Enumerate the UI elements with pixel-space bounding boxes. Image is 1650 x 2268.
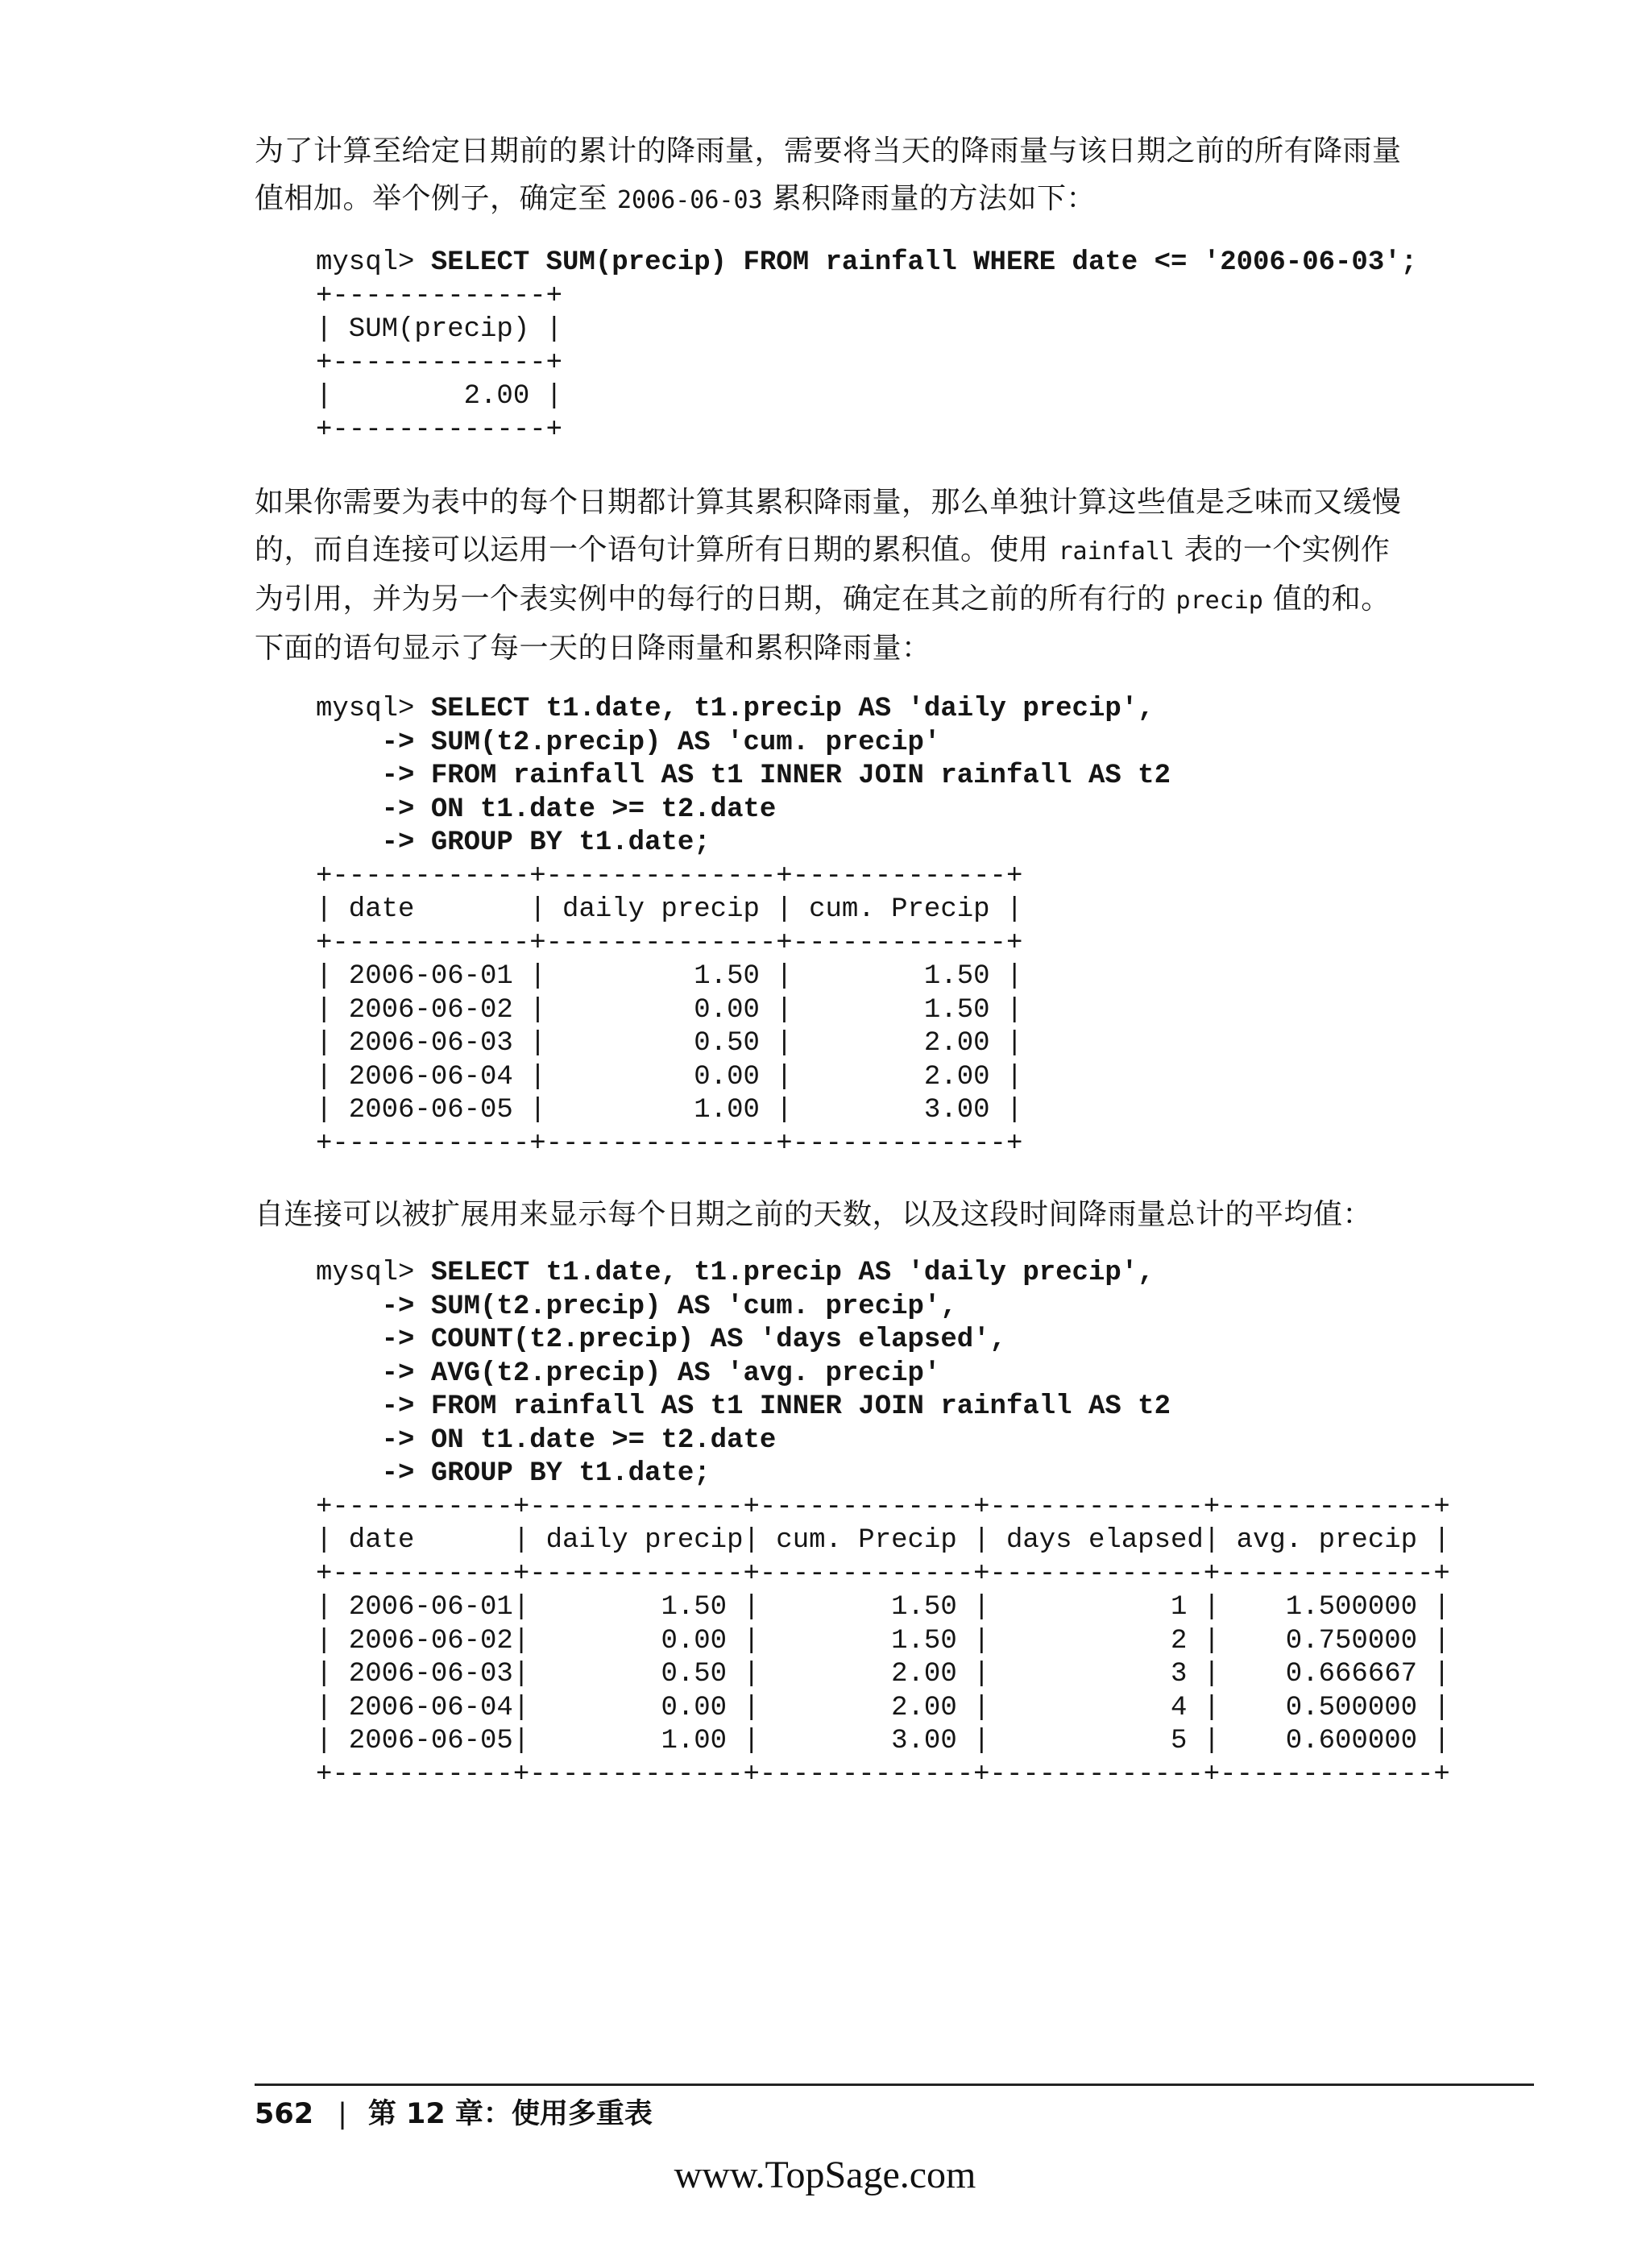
code-block-average-query <box>316 1257 1450 1792</box>
text-span: 的，而自连接可以运用一个语句计算所有日期的累积值。使用 <box>255 533 1059 566</box>
mysql-prompt: mysql> <box>316 694 431 724</box>
footer-separator: | <box>338 2098 347 2130</box>
watermark-url: www.TopSage.com <box>674 2154 976 2196</box>
page-number: 562 <box>255 2098 314 2130</box>
sql-statement: SELECT t1.date, t1.precip AS 'daily precip', -> SUM(t2.precip) AS 'cum. precip', -> COUNT(t2.precip) AS 'days elapsed', -> AVG(t2.precip) AS 'avg. precip' -> FROM rainfall AS t1 INNER JOIN rainfall AS t2 -> ON t1.date >= t2.date -> GROUP BY t1.date; <box>381 1258 1171 1489</box>
text-line: 下面的语句显示了每一天的日降雨量和累积降雨量： <box>255 632 931 665</box>
query-result-table: +-------------+ | SUM(precip) | +-------------+ | 2.00 | +-------------+ <box>316 280 563 446</box>
text-line: 自连接可以被扩展用来显示每个日期之前的天数，以及这段时间降雨量总计的平均值： <box>255 1198 1373 1231</box>
inline-code: 2006-06-03 <box>616 186 763 214</box>
text-span: 累积降雨量的方法如下： <box>762 182 1097 215</box>
text-span: 为引用，并为另一个表实例中的每行的日期，确定在其之前的所有行的 <box>255 583 1176 616</box>
mysql-prompt: mysql> <box>316 1258 431 1288</box>
chapter-title: 第 12 章：使用多重表 <box>367 2098 653 2130</box>
text-line <box>255 575 1528 624</box>
mysql-prompt: mysql> <box>316 247 431 278</box>
text-span: 表的一个实例作 <box>1174 533 1391 566</box>
query-result-table: +------------+--------------+-------------+ | date | daily precip | cum. Precip | +------------+--------------+-------------+ | 2006-06-01 | 1.50 | 1.50 | | 2006-06-02 | 0.00 | 1.50 | | 2006-06-03 | 0.50 | 2.00 | | 2006-06-04 | 0.00 | 2.00 | | 2006-06-05 | 1.00 | 3.00 | +------------+--------------+-------------+ <box>316 860 1023 1159</box>
text-span: 值的和。 <box>1262 583 1391 616</box>
text-line: 为了计算至给定日期前的累计的降雨量，需要将当天的降雨量与该日期之前的所有降雨量 <box>255 135 1402 168</box>
footer-divider <box>255 2083 1534 2086</box>
paragraph-cumulative-intro <box>255 127 1528 224</box>
text-line <box>255 526 1528 575</box>
paragraph-extended-join <box>255 1191 1528 1238</box>
sql-statement: SELECT t1.date, t1.precip AS 'daily precip', -> SUM(t2.precip) AS 'cum. precip' -> FROM rainfall AS t1 INNER JOIN rainfall AS t2 -> ON t1.date >= t2.date -> GROUP BY t1.date; <box>381 694 1171 858</box>
code-block-cumulative-query <box>316 693 1171 1161</box>
page-footer <box>255 2092 653 2132</box>
query-result-table: +-----------+-------------+-------------+-------------+-------------+ | date | daily precip| cum. Precip | days elapsed| avg. precip | +-----------+-------------+-------------+-------------+-------------+ | 2006-06-01| 1.50 | 1.50 | 1 | 1.500000 | | 2006-06-02| 0.00 | 1.50 | 2 | 0.750000 | | 2006-06-03| 0.50 | 2.00 | 3 | 0.666667 | | 2006-06-04| 0.00 | 2.00 | 4 | 0.500000 | | 2006-06-05| 1.00 | 3.00 | 5 | 0.600000 | +-----------+-------------+-------------+-------------+-------------+ <box>316 1491 1450 1790</box>
text-line <box>255 175 1528 224</box>
inline-code: precip <box>1175 587 1263 615</box>
text-span: 值相加。举个例子，确定至 <box>255 182 617 215</box>
sql-statement: SELECT SUM(precip) FROM rainfall WHERE date <= '2006-06-03'; <box>430 247 1418 278</box>
paragraph-self-join-explanation <box>255 479 1528 672</box>
text-line: 如果你需要为表中的每个日期都计算其累积降雨量，那么单独计算这些值是乏味而又缓慢 <box>255 486 1402 519</box>
inline-code: rainfall <box>1058 537 1175 566</box>
code-block-sum-query <box>316 247 1417 447</box>
